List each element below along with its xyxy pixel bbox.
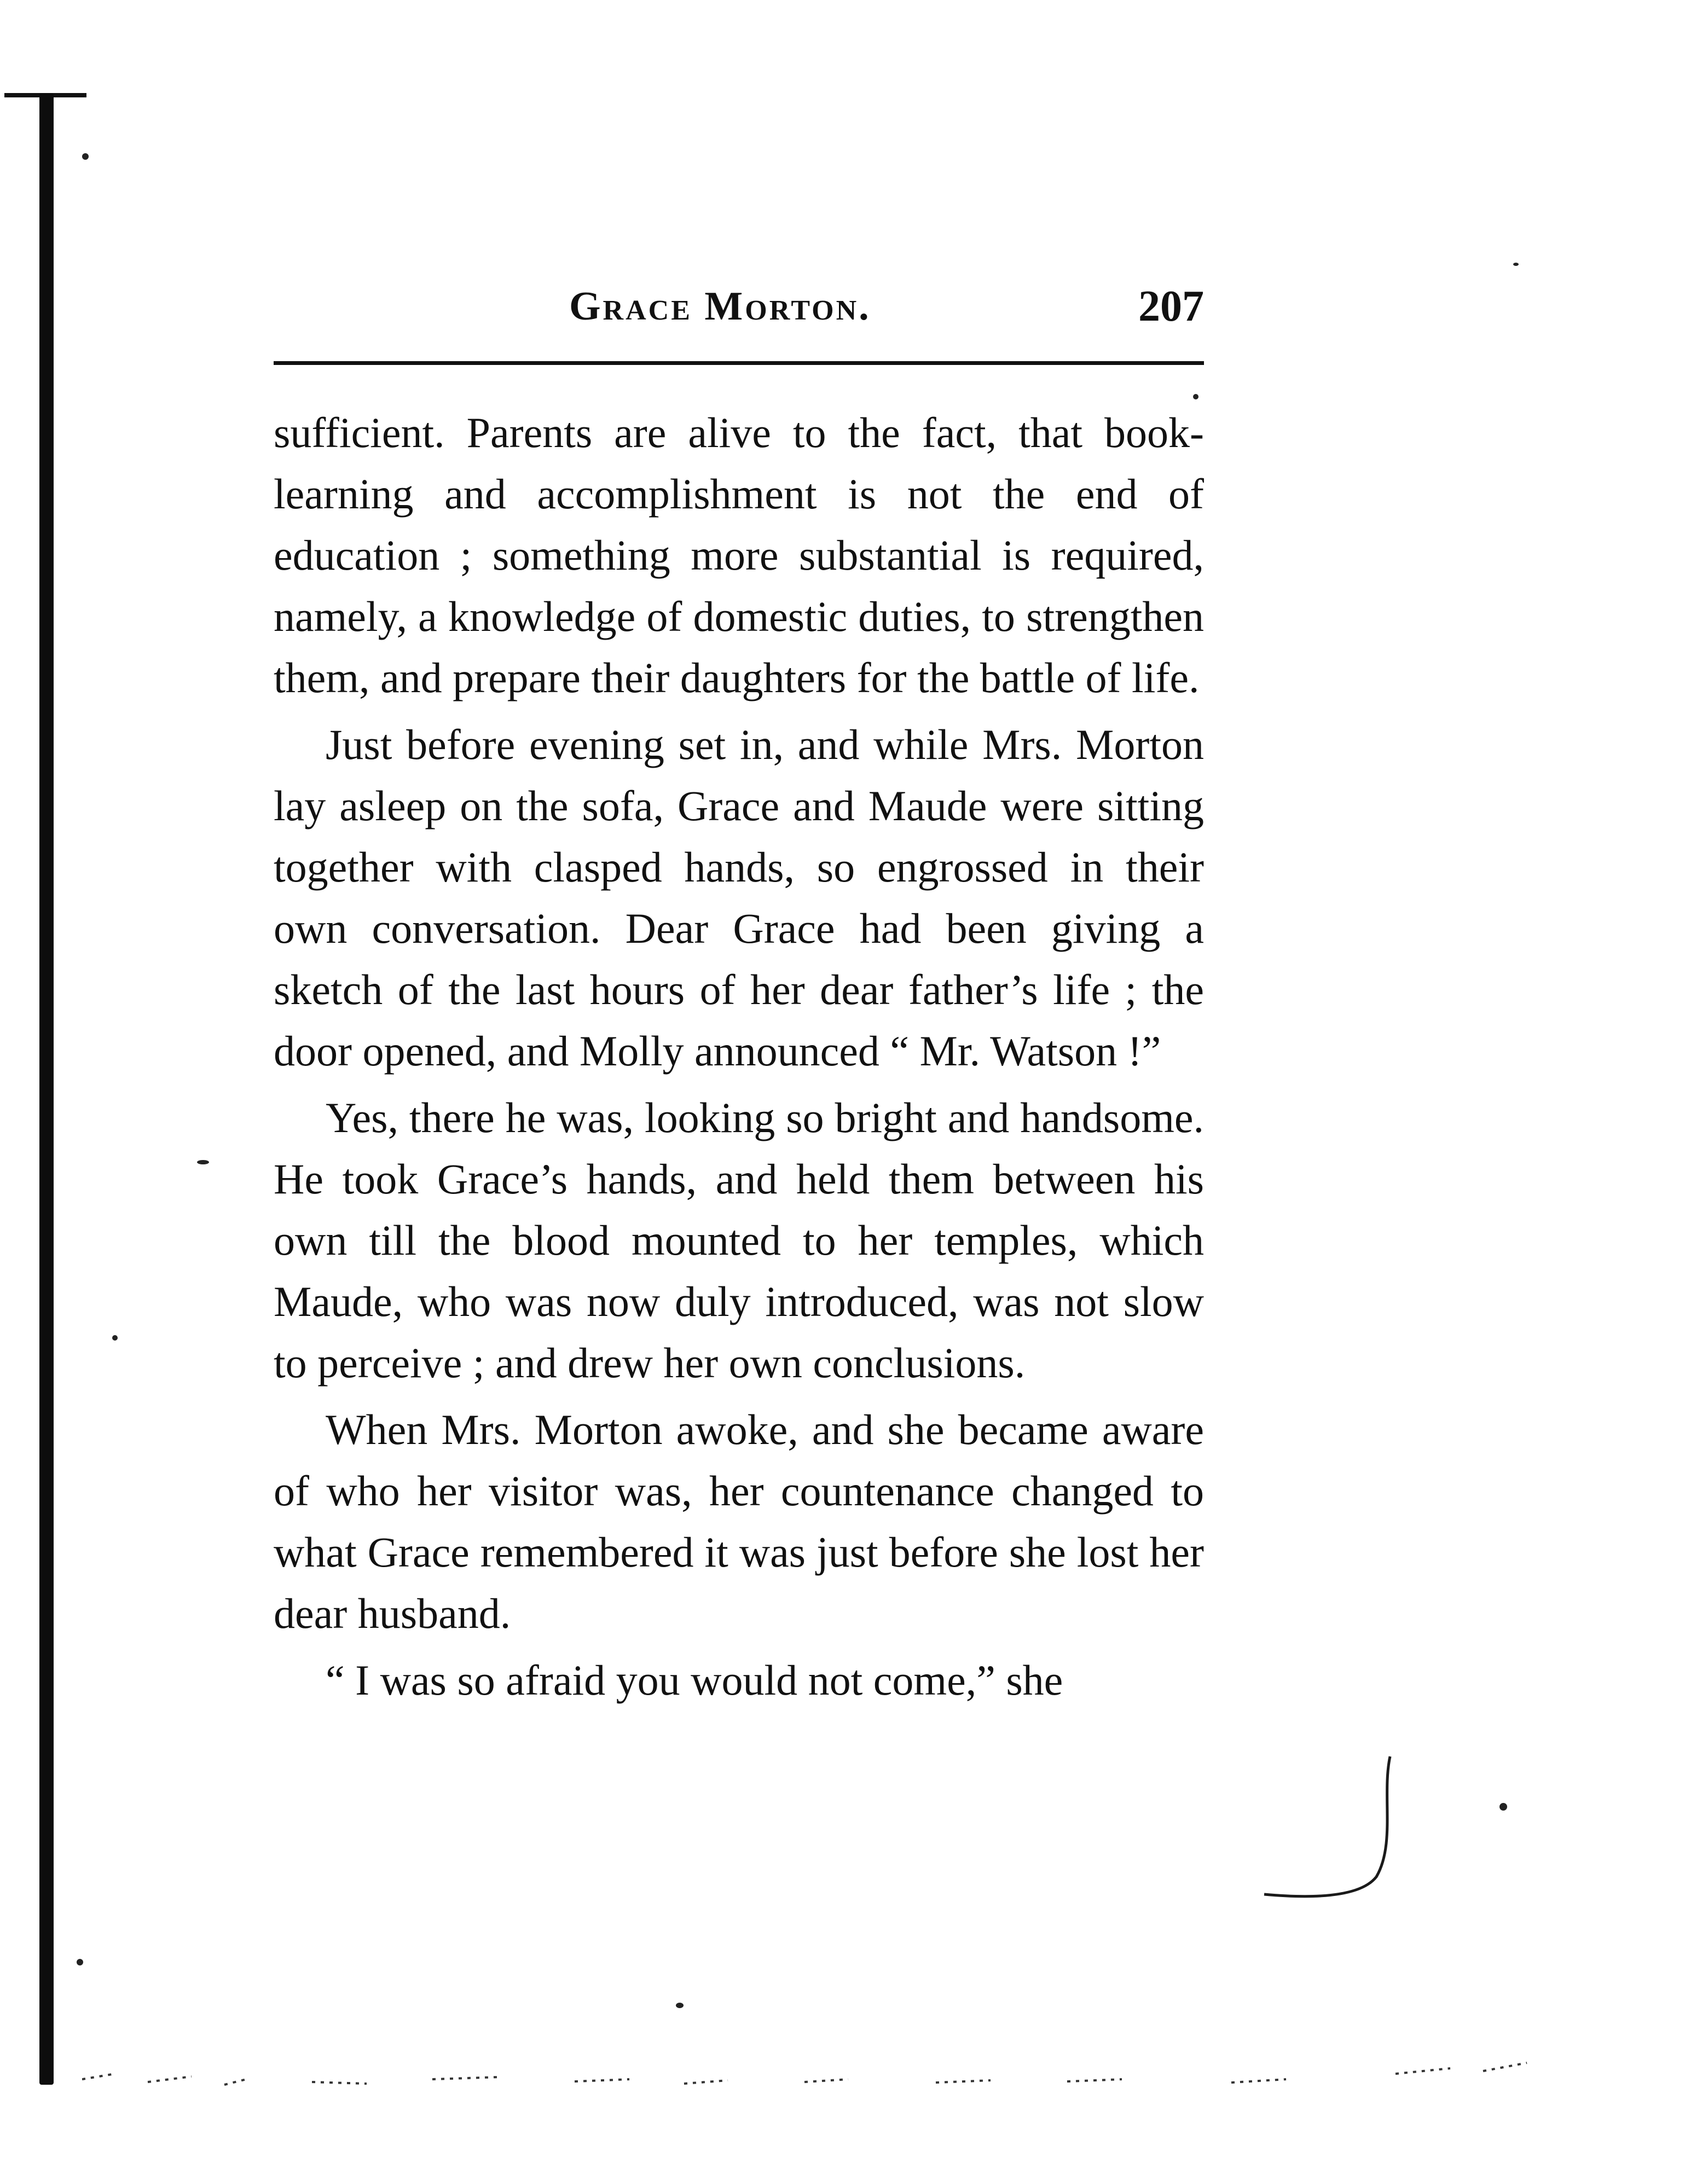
paragraph-4: When Mrs. Morton awoke, and she became aware of who her visitor was, her countenance changed to what Grace remembered it was just before she lost her dear husband. [274,1406,1204,1637]
header-rule [274,361,1204,365]
scan-speck [1499,1803,1507,1811]
paragraph-2: Just before evening set in, and while Mrs. Morton lay asleep on the sofa, Grace and Maude were sitting together with clasped hands, so engrossed in their own conversation. Dear Grace had been giving a sketch of the last hours of her dear father’s life ; the door opened, and Molly announced “ Mr. Watson !” [274,721,1204,1075]
running-title: Grace Morton. [569,284,871,329]
margin-pencil-mark [1259,1751,1401,1904]
scan-speck [1193,394,1199,399]
bottom-scan-noise [82,2052,1614,2096]
scan-speck [82,153,89,160]
scan-speck [197,1160,209,1164]
page-body [274,402,1204,1716]
binding-edge [39,93,54,2085]
paragraph-5: “ I was so afraid you would not come,” she [326,1656,1063,1704]
paragraph-1: sufficient. Parents are alive to the fact, that book-learning and accomplishment is not the end of education ; something more substantial is required, namely, a knowledge of domestic duties, to strengthen them, and prepare their daughters for the battle of life. [274,409,1204,701]
running-head [274,274,1204,339]
scan-speck [676,2003,684,2008]
scan-speck [1513,263,1519,266]
page-number: 207 [1138,282,1204,330]
scan-speck [112,1335,118,1341]
paragraph-3: Yes, there he was, looking so bright and handsome. He took Grace’s hands, and held them between his own till the blood mounted to her temples, which Maude, who was now duly introduced, was not slow to perceive ; and drew her own conclusions. [274,1094,1204,1387]
scan-speck [77,1959,83,1965]
